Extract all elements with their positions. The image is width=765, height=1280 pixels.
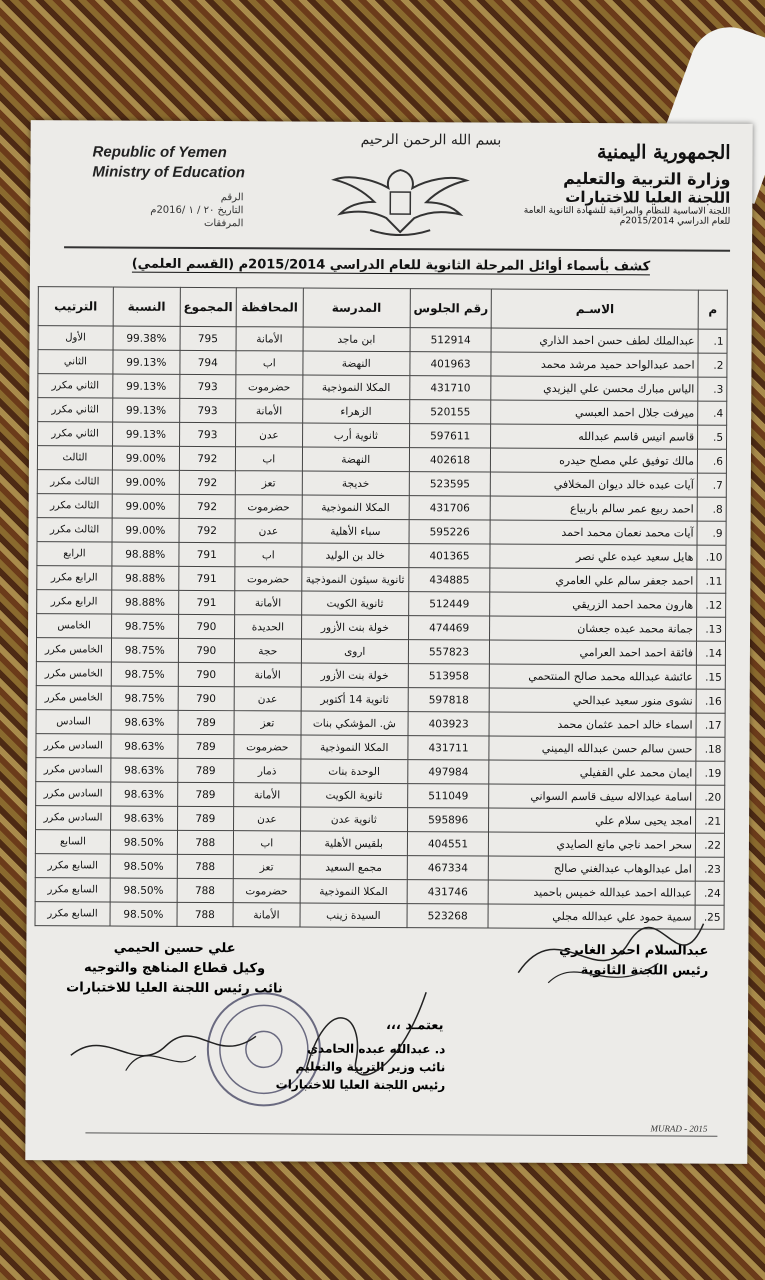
total-score-cell: 789 [178, 758, 234, 782]
school-name-cell: اروى [301, 639, 408, 664]
student-name-cell: آيات محمد نعمان محمد احمد [490, 520, 697, 545]
seat-number-cell: 497984 [408, 760, 490, 784]
governorate-cell: عدن [235, 519, 302, 543]
footer-divider [85, 1132, 717, 1136]
row-number-cell: 24. [695, 881, 724, 905]
total-score-cell: 790 [178, 638, 234, 662]
total-score-cell: 794 [180, 350, 236, 374]
governorate-cell: الأمانة [233, 783, 300, 807]
col-total: المجموع [180, 287, 236, 326]
rank-cell: الثاني مكرر [38, 398, 113, 422]
total-score-cell: 793 [179, 422, 235, 446]
percentage-cell: 99.13% [113, 374, 180, 398]
governorate-cell: اب [236, 351, 303, 375]
school-name-cell: بلقيس الأهلية [300, 831, 407, 856]
school-name-cell: الزهراء [302, 399, 409, 424]
table-row [38, 326, 727, 354]
governorate-cell: حضرموت [236, 375, 303, 399]
table-row [36, 734, 725, 762]
school-name-cell: خالد بن الوليد [302, 543, 409, 568]
row-number-cell: 10. [697, 545, 726, 569]
student-name-cell: احمد عبدالواحد حميد مرشد محمد [491, 352, 698, 377]
school-name-cell: ش. المؤشكي بنات [301, 711, 408, 736]
percentage-cell: 98.88% [112, 566, 179, 590]
student-name-cell: امجد يحيى سلام علي [489, 808, 696, 833]
table-row [37, 542, 726, 570]
rank-cell: السادس مكرر [36, 782, 111, 806]
student-name-cell: اسامة عبدالاله سيف قاسم السواني [489, 784, 696, 809]
governorate-cell: اب [235, 543, 302, 567]
seat-number-cell: 557823 [408, 640, 490, 664]
total-score-cell: 793 [179, 398, 235, 422]
school-name-cell: ثانوية الكويت [301, 591, 408, 616]
rank-cell: الثالث مكرر [37, 494, 112, 518]
row-number-cell: 11. [697, 569, 726, 593]
col-name: الاسـم [492, 289, 699, 329]
percentage-cell: 99.00% [112, 446, 179, 470]
governorate-cell: الأمانة [236, 327, 303, 351]
row-number-cell: 21. [696, 809, 725, 833]
table-row [36, 782, 725, 810]
col-percentage: النسبة [113, 287, 180, 326]
percentage-cell: 98.63% [111, 734, 178, 758]
signer-title: وكيل قطاع المناهج والتوجيه [83, 960, 266, 977]
row-number-cell: 6. [697, 449, 726, 473]
table-row [36, 686, 725, 714]
rank-cell: الثالث مكرر [37, 470, 112, 494]
total-score-cell: 790 [178, 662, 234, 686]
student-name-cell: احمد ربيع عمر سالم باربياع [491, 496, 698, 521]
subcommittee-label: اللجنة الاساسية للنظام والمراقبة للشهادة الثانوية العامة [523, 205, 731, 217]
header-left [92, 142, 245, 183]
signer-title: رئيس اللجنة الثانوية [580, 963, 709, 979]
rank-cell: الأول [38, 326, 113, 350]
signer-title: نائب وزير التربية والتعليم [295, 1059, 446, 1075]
row-number-cell: 9. [697, 521, 726, 545]
school-name-cell: النهضة [303, 351, 410, 376]
signer-name: د. عبدالله عبده الحامدي [307, 1041, 446, 1057]
student-name-cell: سمية حمود علي عبدالله مجلي [488, 904, 695, 929]
percentage-cell: 98.75% [111, 662, 178, 686]
rank-cell: الرابع مكرر [37, 590, 112, 614]
seat-number-cell: 403923 [408, 712, 490, 736]
governorate-cell: تعز [234, 711, 301, 735]
percentage-cell: 98.50% [110, 878, 177, 902]
seat-number-cell: 431710 [410, 376, 492, 400]
table-row [35, 830, 724, 858]
seat-number-cell: 520155 [409, 400, 491, 424]
governorate-cell: حجة [234, 639, 301, 663]
governorate-cell: حضرموت [234, 735, 301, 759]
table-row [35, 878, 724, 906]
committee-label: اللجنة العليا للاختبارات [565, 187, 731, 207]
total-score-cell: 790 [178, 614, 234, 638]
governorate-cell: حضرموت [233, 879, 300, 903]
rank-cell: الثالث [37, 446, 112, 470]
header-right [524, 141, 731, 227]
governorate-cell: الأمانة [234, 591, 301, 615]
rank-cell: السادس مكرر [36, 806, 111, 830]
seat-number-cell: 431746 [407, 880, 489, 904]
governorate-cell: عدن [235, 423, 302, 447]
seat-number-cell: 431711 [408, 736, 490, 760]
student-name-cell: جمانة محمد عبده جعشان [490, 616, 697, 641]
school-name-cell: سباء الأهلية [302, 519, 409, 544]
rank-cell: الخامس [37, 614, 112, 638]
row-number-cell: 18. [696, 737, 725, 761]
total-score-cell: 788 [177, 878, 233, 902]
percentage-cell: 98.75% [111, 686, 178, 710]
school-name-cell: المكلا النموذجية [302, 495, 409, 520]
percentage-cell: 98.50% [110, 854, 177, 878]
percentage-cell: 98.63% [111, 758, 178, 782]
table-row [37, 494, 726, 522]
total-score-cell: 788 [177, 902, 233, 926]
col-number: م [698, 290, 727, 329]
rank-cell: الثاني مكرر [38, 422, 113, 446]
row-number-cell: 23. [695, 857, 724, 881]
ministry-label: Ministry of Education [92, 163, 246, 182]
row-number-cell: 12. [697, 593, 726, 617]
total-score-cell: 793 [180, 374, 236, 398]
table-row [36, 758, 725, 786]
percentage-cell: 99.00% [112, 518, 179, 542]
school-name-cell: السيدة زينب [300, 903, 407, 928]
total-score-cell: 789 [178, 734, 234, 758]
student-name-cell: فائقة احمد احمد العرامي [490, 640, 697, 665]
rank-cell: السادس مكرر [36, 758, 111, 782]
signer-title: رئيس اللجنة العليا للاختبارات [275, 1077, 446, 1093]
school-name-cell: ثانوية عدن [300, 807, 407, 832]
total-score-cell: 792 [179, 494, 235, 518]
table-row [36, 662, 725, 690]
row-number-cell: 16. [696, 689, 725, 713]
seat-number-cell: 595226 [409, 520, 491, 544]
rank-cell: السادس مكرر [36, 734, 111, 758]
rank-cell: السابع [35, 830, 110, 854]
school-name-cell: خولة بنت الأزور [301, 615, 408, 640]
table-row [37, 566, 726, 594]
percentage-cell: 98.75% [111, 638, 178, 662]
seat-number-cell: 401365 [409, 544, 491, 568]
table-row [37, 518, 726, 546]
row-number-cell: 5. [698, 425, 727, 449]
republic-arabic-label: الجمهورية اليمنية [596, 141, 731, 164]
seat-number-cell: 474469 [408, 616, 490, 640]
seat-number-cell: 511049 [407, 784, 489, 808]
governorate-cell: الأمانة [235, 399, 302, 423]
col-rank: الترتيب [38, 287, 113, 326]
percentage-cell: 99.00% [112, 494, 179, 518]
percentage-cell: 99.13% [112, 422, 179, 446]
footer-mark: MURAD - 2015 [650, 1123, 708, 1134]
col-school: المدرسة [303, 288, 410, 328]
seat-number-cell: 512914 [410, 328, 492, 352]
percentage-cell: 98.88% [112, 590, 179, 614]
document-title: كشف بأسماء أوائل المرحلة الثانوية للعام الدراسي 2015/2014م (القسم العلمي) [131, 256, 651, 275]
total-score-cell: 795 [180, 326, 236, 350]
top-students-table [35, 286, 728, 930]
rank-cell: الثاني [38, 350, 113, 374]
table-row [37, 470, 726, 498]
governorate-cell: عدن [233, 807, 300, 831]
governorate-cell: ذمار [234, 759, 301, 783]
school-name-cell: الوحدة بنات [301, 759, 408, 784]
student-name-cell: آيات عبده خالد ديوان المخلافي [491, 472, 698, 497]
total-score-cell: 789 [177, 806, 233, 830]
seat-number-cell: 402618 [409, 448, 491, 472]
col-seat-number: رقم الجلوس [410, 289, 492, 328]
seat-number-cell: 467334 [407, 856, 489, 880]
seat-number-cell: 595896 [407, 808, 489, 832]
seat-number-cell: 597818 [408, 688, 490, 712]
governorate-cell: تعز [235, 471, 302, 495]
row-number-cell: 19. [696, 761, 725, 785]
row-number-cell: 8. [697, 497, 726, 521]
percentage-cell: 99.13% [113, 398, 180, 422]
seat-number-cell: 523595 [409, 472, 491, 496]
governorate-cell: اب [235, 447, 302, 471]
row-number-cell: 1. [698, 329, 727, 353]
row-number-cell: 17. [696, 713, 725, 737]
rank-cell: الثاني مكرر [38, 374, 113, 398]
governorate-cell: عدن [234, 687, 301, 711]
table-row [36, 638, 725, 666]
percentage-cell: 98.63% [110, 806, 177, 830]
table-row [37, 446, 726, 474]
republic-label: Republic of Yemen [92, 143, 227, 162]
percentage-cell: 99.38% [113, 326, 180, 350]
school-name-cell: ثانوية الكويت [300, 783, 407, 808]
percentage-cell: 98.63% [111, 710, 178, 734]
governorate-cell: حضرموت [235, 495, 302, 519]
table-row [38, 350, 727, 378]
school-name-cell: المكلا النموذجية [300, 879, 407, 904]
percentage-cell: 98.88% [112, 542, 179, 566]
row-number-cell: 20. [696, 785, 725, 809]
row-number-cell: 2. [698, 353, 727, 377]
row-number-cell: 14. [696, 641, 725, 665]
percentage-cell: 98.50% [110, 902, 177, 926]
student-name-cell: هايل سعيد عبده علي نصر [490, 544, 697, 569]
table-row [36, 710, 725, 738]
student-name-cell: سحر احمد ناجي مانع الصايدي [489, 832, 696, 857]
document-page [25, 120, 752, 1164]
yemen-emblem-icon [330, 162, 470, 243]
handwritten-signature-icon [296, 972, 447, 1093]
header-divider [64, 246, 730, 251]
attachments-label: المرفقات [203, 218, 244, 230]
rank-cell: الخامس مكرر [36, 686, 111, 710]
school-name-cell: المكلا النموذجية [303, 375, 410, 400]
total-score-cell: 789 [178, 710, 234, 734]
table-row [38, 422, 727, 450]
student-name-cell: اسماء خالد احمد عثمان محمد [489, 712, 696, 737]
governorate-cell: الأمانة [234, 663, 301, 687]
col-governorate: المحافظة [236, 288, 303, 327]
table-row [38, 374, 727, 402]
seat-number-cell: 523268 [407, 904, 489, 928]
table-header-row [38, 287, 727, 330]
signer-name: علي حسين الحيمي [113, 940, 236, 957]
total-score-cell: 792 [179, 518, 235, 542]
percentage-cell: 98.50% [110, 830, 177, 854]
school-name-cell: ثانوية سيئون النموذجية [302, 567, 409, 592]
signer-title: نائب رئيس اللجنة العليا للاختبارات [66, 980, 283, 997]
row-number-cell: 15. [696, 665, 725, 689]
row-number-cell: 7. [697, 473, 726, 497]
row-number-cell: 25. [695, 905, 724, 929]
handwritten-signature-icon [508, 913, 708, 1004]
signer-name: عبدالسلام احمد الغابري [559, 942, 709, 959]
table-row [35, 854, 724, 882]
approval-label: يعتمـد ،،، [385, 1017, 444, 1034]
student-name-cell: الياس مبارك محسن علي اليزيدي [491, 376, 698, 401]
seat-number-cell: 401963 [410, 352, 492, 376]
school-name-cell: النهضة [302, 447, 409, 472]
rank-cell: الرابع مكرر [37, 566, 112, 590]
rank-cell: السابع مكرر [35, 902, 110, 926]
percentage-cell: 99.00% [112, 470, 179, 494]
row-number-cell: 22. [695, 833, 724, 857]
governorate-cell: الأمانة [233, 903, 300, 927]
rank-cell: الخامس مكرر [36, 638, 111, 662]
seat-number-cell: 431706 [409, 496, 491, 520]
row-number-cell: 13. [697, 617, 726, 641]
ministry-arabic-label: وزارة التربية والتعليم [563, 168, 731, 189]
percentage-cell: 98.75% [111, 614, 178, 638]
governorate-cell: اب [233, 831, 300, 855]
total-score-cell: 791 [178, 590, 234, 614]
date-label: التاريخ ٢٠ / ١ /2016م [150, 204, 244, 217]
seat-number-cell: 513958 [408, 664, 490, 688]
percentage-cell: 99.13% [113, 350, 180, 374]
governorate-cell: تعز [233, 855, 300, 879]
rank-cell: السابع مكرر [35, 878, 110, 902]
row-number-cell: 3. [698, 377, 727, 401]
ref-number-label: الرقم [220, 192, 244, 204]
total-score-cell: 788 [177, 830, 233, 854]
percentage-cell: 98.63% [111, 782, 178, 806]
school-name-cell: ثانوية 14 أكتوبر [301, 687, 408, 712]
student-name-cell: حسن سالم حسن عبدالله اليميني [489, 736, 696, 761]
bismillah-heading: بسم الله الرحمن الرحيم [360, 131, 502, 149]
table-row [37, 590, 726, 618]
school-name-cell: خديجة [302, 471, 409, 496]
row-number-cell: 4. [698, 401, 727, 425]
seat-number-cell: 434885 [409, 568, 491, 592]
student-name-cell: مالك توفيق علي مصلح حيدره [491, 448, 698, 473]
table-row [38, 398, 727, 426]
student-name-cell: نشوى منور سعيد عبدالحي [490, 688, 697, 713]
student-name-cell: ايمان محمد علي القفيلي [489, 760, 696, 785]
total-score-cell: 789 [177, 782, 233, 806]
school-name-cell: مجمع السعيد [300, 855, 407, 880]
rank-cell: الرابع [37, 542, 112, 566]
student-name-cell: ميرفت جلال احمد العبسي [491, 400, 698, 425]
total-score-cell: 791 [179, 566, 235, 590]
school-name-cell: المكلا النموذجية [301, 735, 408, 760]
rank-cell: السابع مكرر [35, 854, 110, 878]
handwritten-signature-icon [66, 1015, 266, 1086]
student-name-cell: قاسم انيس قاسم عبدالله [491, 424, 698, 449]
total-score-cell: 791 [179, 542, 235, 566]
rank-cell: السادس [36, 710, 111, 734]
school-name-cell: خولة بنت الأزور [301, 663, 408, 688]
table-row [37, 614, 726, 642]
total-score-cell: 788 [177, 854, 233, 878]
academic-year-label: للعام الدراسي 2015/2014م [619, 216, 731, 227]
seat-number-cell: 512449 [408, 592, 490, 616]
school-name-cell: ابن ماجد [303, 327, 410, 352]
student-name-cell: عبدالله احمد عبدالله خميس باحميد [489, 880, 696, 905]
student-name-cell: احمد جعفر سالم علي العامري [490, 568, 697, 593]
total-score-cell: 790 [178, 686, 234, 710]
reference-block [150, 191, 243, 230]
rank-cell: الخامس مكرر [36, 662, 111, 686]
student-name-cell: امل عبدالوهاب عبدالغني صالح [489, 856, 696, 881]
rank-cell: الثالث مكرر [37, 518, 112, 542]
school-name-cell: ثانوية أرب [302, 423, 409, 448]
governorate-cell: الحديدة [234, 615, 301, 639]
table-row [36, 806, 725, 834]
seat-number-cell: 597611 [409, 424, 491, 448]
seat-number-cell: 404551 [407, 832, 489, 856]
student-name-cell: عبدالملك لطف حسن احمد الذاري [491, 328, 698, 353]
student-name-cell: هارون محمد احمد الزريقي [490, 592, 697, 617]
governorate-cell: حضرموت [235, 567, 302, 591]
student-name-cell: عائشة عبدالله محمد صالح المنتحمي [490, 664, 697, 689]
total-score-cell: 792 [179, 470, 235, 494]
total-score-cell: 792 [179, 446, 235, 470]
